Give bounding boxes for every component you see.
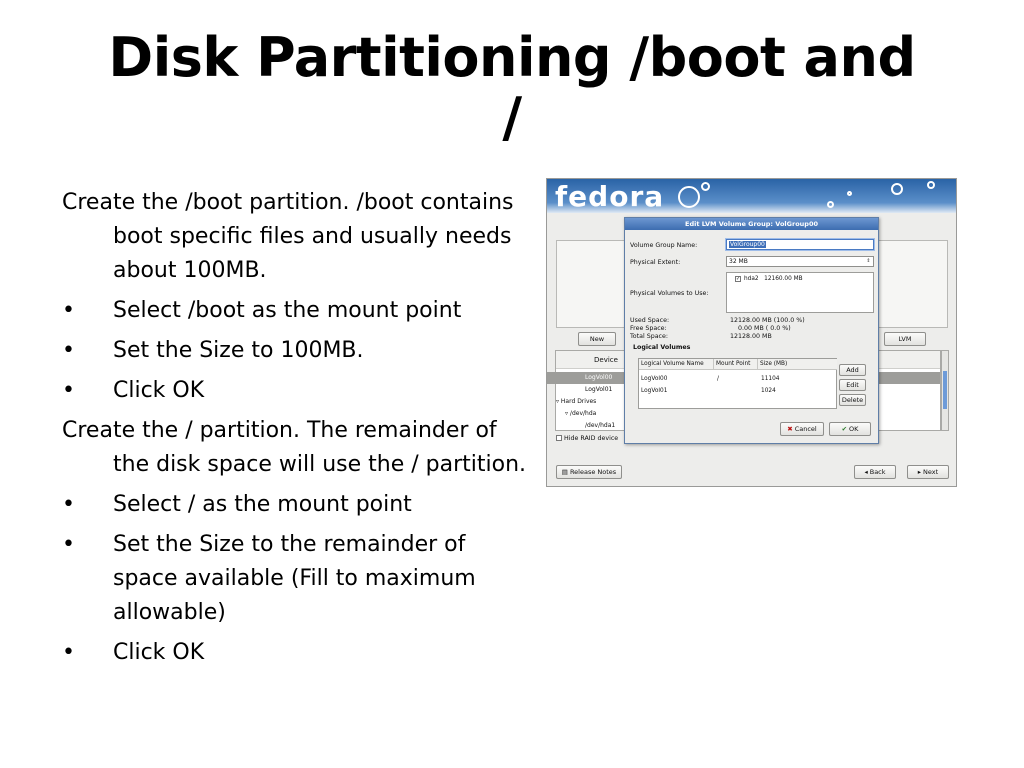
bullet-glyph: •	[62, 338, 75, 363]
bubble-decoration	[927, 181, 935, 189]
pe-select[interactable]	[726, 256, 874, 267]
vg-name-label: Volume Group Name:	[630, 242, 698, 249]
lv-section-heading: Logical Volumes	[633, 344, 691, 351]
free-space-value: 0.00 MB ( 0.0 %)	[738, 325, 791, 332]
bubble-decoration	[891, 183, 903, 195]
device-row-hard-drives[interactable]	[556, 398, 596, 405]
back-arrow-icon: ◂	[864, 468, 868, 476]
bullet-item	[62, 294, 532, 328]
paragraph-root: Create the / partition. The remainder of the disk space will use the / partition.	[62, 418, 527, 477]
slide-title-line1: Disk Partitioning /boot and	[108, 26, 916, 89]
device-row-logvol01[interactable]: LogVol01	[585, 386, 613, 393]
bubble-decoration	[678, 186, 700, 208]
hide-raid-label: Hide RAID device	[564, 435, 619, 442]
lv-table[interactable]	[638, 358, 837, 409]
bullet-text: Select /boot as the mount point	[113, 298, 462, 323]
bubble-decoration	[847, 191, 852, 196]
lv-col-size[interactable]: Size (MB)	[758, 359, 837, 370]
ok-check-icon: ✔	[841, 425, 848, 433]
vg-name-value: VolGroup00	[730, 241, 765, 248]
lv-row-name[interactable]: LogVol00	[641, 376, 668, 382]
bubble-decoration	[701, 182, 710, 191]
bullet-text: Set the Size to 100MB.	[113, 338, 364, 363]
bullet-glyph: •	[62, 298, 75, 323]
back-button[interactable]: ◂ Back	[854, 465, 896, 479]
installer-screenshot	[546, 178, 957, 487]
hide-raid-checkbox[interactable]	[556, 435, 618, 442]
cancel-button[interactable]: ✖ Cancel	[780, 422, 824, 436]
pv-item-hda2[interactable]	[735, 276, 803, 282]
bullet-text: Click OK	[113, 378, 205, 403]
total-space-label: Total Space:	[630, 333, 669, 340]
expander-icon[interactable]: ▿	[565, 410, 570, 417]
fedora-banner	[547, 179, 957, 213]
spinner-arrows-icon[interactable]: ⇕	[866, 258, 871, 264]
slide-title	[40, 28, 984, 148]
delete-button[interactable]: Delete	[839, 394, 866, 406]
edit-lvm-dialog	[624, 217, 879, 444]
dialog-title: Edit LVM Volume Group: VolGroup00	[625, 218, 878, 230]
bullet-item	[62, 374, 532, 408]
used-space-label: Used Space:	[630, 317, 670, 324]
device-row-logvol00[interactable]: LogVol00	[585, 374, 613, 381]
next-arrow-icon: ▸	[917, 468, 922, 476]
bullet-glyph: •	[62, 378, 75, 403]
lv-row-size[interactable]: 11104	[761, 376, 780, 382]
pv-label: Physical Volumes to Use:	[630, 290, 709, 297]
pe-label: Physical Extent:	[630, 259, 681, 266]
bullet-glyph: •	[62, 640, 75, 665]
device-list-scrollbar[interactable]	[941, 350, 949, 431]
new-button[interactable]: New	[578, 332, 616, 346]
device-row-label: /dev/hda	[569, 410, 597, 417]
lv-col-name[interactable]: Logical Volume Name	[639, 359, 714, 370]
lv-row-name[interactable]: LogVol01	[641, 388, 668, 394]
lv-row-size[interactable]: 1024	[761, 388, 776, 394]
bubble-decoration	[827, 201, 834, 208]
bullet-item	[62, 488, 532, 522]
bullet-glyph: •	[62, 532, 75, 557]
cancel-x-icon: ✖	[787, 425, 793, 433]
device-row-label: Hard Drives	[560, 398, 597, 405]
total-space-value: 12128.00 MB	[730, 333, 772, 340]
bullet-item	[62, 334, 532, 368]
pv-list[interactable]	[726, 272, 874, 313]
pe-value: 32 MB	[729, 258, 748, 265]
slide-title-line2: /	[502, 86, 522, 149]
next-button[interactable]: ▸ Next	[907, 465, 949, 479]
lv-row-mount[interactable]: /	[717, 376, 719, 382]
document-icon: ▤	[561, 468, 568, 476]
ok-button[interactable]: ✔ OK	[829, 422, 871, 436]
checkbox-icon[interactable]	[556, 435, 562, 441]
device-column-header[interactable]: Device	[556, 351, 940, 369]
used-space-value: 12128.00 MB (100.0 %)	[730, 317, 805, 324]
expander-icon[interactable]: ▿	[556, 398, 561, 405]
edit-button[interactable]: Edit	[839, 379, 866, 391]
lv-col-mount[interactable]: Mount Point	[714, 359, 758, 370]
free-space-label: Free Space:	[630, 325, 667, 332]
vg-name-input[interactable]	[726, 239, 874, 250]
pv-item-size: 12160.00 MB	[764, 276, 803, 282]
fedora-logo: fedora	[555, 180, 665, 213]
pv-item-name: hda2	[744, 276, 759, 282]
checkbox-checked-icon[interactable]: ✓	[736, 276, 741, 282]
bullet-text: Select / as the mount point	[113, 492, 412, 517]
add-button[interactable]: Add	[839, 364, 866, 376]
slide-body	[62, 186, 532, 670]
bullet-text: Click OK	[113, 640, 205, 665]
device-row-dev-hda1[interactable]: /dev/hda1	[585, 422, 616, 429]
lvm-button[interactable]: LVM	[884, 332, 926, 346]
scrollbar-thumb[interactable]	[943, 371, 947, 409]
bullet-item	[62, 528, 532, 630]
paragraph-boot: Create the /boot partition. /boot contains boot specific files and usually needs about 100MB.	[62, 190, 514, 283]
device-row-dev-hda[interactable]	[565, 410, 596, 417]
bullet-item	[62, 636, 532, 670]
bullet-glyph: •	[62, 492, 75, 517]
bullet-text: Set the Size to the remainder of space available (Fill to maximum allowable)	[113, 532, 476, 625]
release-notes-button[interactable]: ▤ Release Notes	[556, 465, 622, 479]
